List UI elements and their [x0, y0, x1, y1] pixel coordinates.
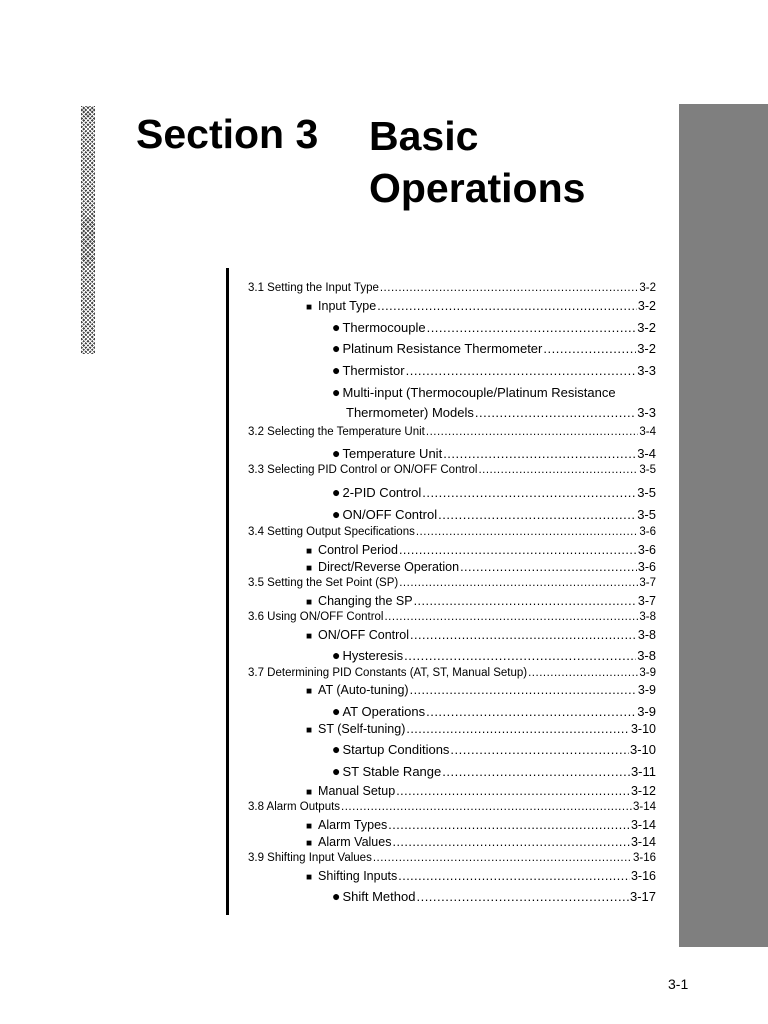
toc-leader-dots — [422, 485, 636, 500]
toc-entry-page: 3-7 — [637, 594, 656, 608]
toc-entry-label: Startup Conditions — [342, 742, 450, 757]
toc-leader-dots — [392, 835, 630, 849]
toc-leader-dots — [341, 801, 632, 813]
toc-leader-dots — [373, 852, 632, 864]
toc-entry-label: Alarm Types — [318, 818, 388, 832]
toc-entry-label: Alarm Values — [318, 835, 392, 849]
toc-entry[interactable] — [248, 667, 656, 679]
toc-entry[interactable] — [248, 577, 656, 589]
toc-entry-page: 3-2 — [637, 320, 656, 335]
toc-entry-page: 3-8 — [639, 611, 656, 623]
square-bullet-icon: ■ — [306, 872, 313, 883]
toc-entry-label: 2-PID Control — [342, 485, 422, 500]
section-number-heading: Section 3 — [136, 111, 319, 157]
toc-entry-label: ST (Self-tuning) — [318, 722, 406, 736]
toc-entry-page: 3-4 — [637, 446, 656, 461]
decorative-pattern-bar — [81, 106, 95, 354]
toc-leader-dots — [399, 543, 637, 557]
toc-entry[interactable] — [248, 852, 656, 864]
square-bullet-icon: ■ — [306, 302, 313, 313]
toc-entry[interactable] — [306, 594, 656, 608]
toc-entry-label: Thermometer) Models — [346, 405, 474, 420]
circle-bullet-icon: ● — [332, 647, 341, 663]
toc-leader-dots — [388, 818, 630, 832]
toc-entry-page: 3-8 — [637, 628, 656, 642]
toc-entry[interactable] — [332, 763, 656, 779]
toc-entry-label: Thermistor — [342, 363, 405, 378]
toc-leader-dots — [406, 363, 637, 378]
toc-entry[interactable] — [332, 506, 656, 522]
square-bullet-icon: ■ — [306, 546, 313, 557]
section-side-tab — [679, 104, 768, 947]
toc-leader-dots — [416, 889, 629, 904]
toc-entry-label: Direct/Reverse Operation — [318, 560, 460, 574]
square-bullet-icon: ■ — [306, 725, 313, 736]
circle-bullet-icon: ● — [332, 763, 341, 779]
circle-bullet-icon: ● — [332, 484, 341, 500]
toc-entry[interactable] — [306, 683, 656, 697]
toc-entry-page: 3-5 — [637, 485, 656, 500]
toc-entry-page: 3-3 — [637, 363, 656, 378]
toc-entry-label: ST Stable Range — [342, 764, 442, 779]
circle-bullet-icon: ● — [332, 384, 341, 400]
toc-entry-label: Platinum Resistance Thermometer — [342, 341, 543, 356]
toc-entry-page: 3-12 — [630, 784, 656, 798]
toc-entry[interactable] — [306, 560, 656, 574]
toc-entry-label: 3.9 Shifting Input Values — [248, 852, 372, 864]
square-bullet-icon: ■ — [306, 597, 313, 608]
toc-leader-dots — [443, 446, 636, 461]
toc-entry[interactable] — [248, 611, 656, 623]
toc-entry-label: AT Operations — [342, 704, 426, 719]
toc-leader-dots — [438, 507, 636, 522]
toc-entry-label: ON/OFF Control — [342, 507, 438, 522]
circle-bullet-icon: ● — [332, 888, 341, 904]
square-bullet-icon: ■ — [306, 838, 313, 849]
toc-entry-page: 3-5 — [639, 464, 656, 476]
toc-entry-page: 3-2 — [637, 341, 656, 356]
toc-entry-page: 3-16 — [630, 869, 656, 883]
toc-entry-page: 3-14 — [630, 818, 656, 832]
toc-entry-page: 3-6 — [637, 543, 656, 557]
toc-entry-label: Hysteresis — [342, 648, 404, 663]
toc-entry-page: 3-17 — [629, 889, 656, 904]
toc-entry-label: 3.7 Determining PID Constants (AT, ST, Manual Setup) — [248, 667, 528, 679]
toc-entry-page: 3-9 — [637, 683, 656, 697]
toc-entry-label: Shift Method — [342, 889, 416, 904]
toc-entry-label: 3.1 Setting the Input Type — [248, 282, 379, 294]
toc-entry-page: 3-10 — [629, 742, 656, 757]
circle-bullet-icon: ● — [332, 362, 341, 378]
toc-leader-dots — [416, 526, 639, 538]
circle-bullet-icon: ● — [332, 340, 341, 356]
toc-entry-page: 3-11 — [630, 764, 656, 779]
toc-entry-label: Temperature Unit — [342, 446, 443, 461]
toc-leader-dots — [404, 648, 636, 663]
toc-leader-dots — [406, 722, 630, 736]
toc-entry[interactable] — [346, 405, 656, 420]
page-number: 3-1 — [668, 976, 689, 992]
toc-entry-page: 3-6 — [637, 560, 656, 574]
toc-entry-page: 3-14 — [632, 801, 656, 813]
toc-entry[interactable] — [332, 384, 656, 400]
toc-leader-dots — [396, 784, 630, 798]
toc-entry-label: Changing the SP — [318, 594, 413, 608]
toc-entry-label: 3.4 Setting Output Specifications — [248, 526, 415, 538]
toc-entry[interactable] — [306, 869, 656, 883]
toc-leader-dots — [426, 426, 639, 438]
toc-leader-dots — [475, 405, 636, 420]
toc-vertical-rule — [226, 268, 229, 915]
toc-leader-dots — [450, 742, 629, 757]
toc-entry[interactable] — [248, 464, 656, 476]
toc-entry[interactable] — [248, 426, 656, 438]
toc-entry-label: 3.6 Using ON/OFF Control — [248, 611, 384, 623]
toc-leader-dots — [460, 560, 637, 574]
toc-entry-label: 3.5 Setting the Set Point (SP) — [248, 577, 399, 589]
toc-entry-page: 3-7 — [639, 577, 656, 589]
toc-leader-dots — [414, 594, 637, 608]
toc-leader-dots — [442, 764, 630, 779]
toc-entry[interactable] — [306, 722, 656, 736]
toc-leader-dots — [528, 667, 638, 679]
toc-entry[interactable] — [332, 319, 656, 335]
toc-entry-page: 3-2 — [639, 282, 656, 294]
square-bullet-icon: ■ — [306, 563, 313, 574]
toc-entry-label: ON/OFF Control — [318, 628, 410, 642]
toc-entry[interactable] — [306, 818, 656, 832]
toc-leader-dots — [380, 282, 639, 294]
toc-leader-dots — [426, 704, 636, 719]
toc-entry[interactable] — [306, 628, 656, 642]
toc-entry-page: 3-10 — [630, 722, 656, 736]
square-bullet-icon: ■ — [306, 787, 313, 798]
toc-leader-dots — [399, 577, 638, 589]
circle-bullet-icon: ● — [332, 741, 341, 757]
toc-entry[interactable] — [248, 282, 656, 294]
toc-leader-dots — [384, 611, 638, 623]
circle-bullet-icon: ● — [332, 445, 341, 461]
toc-entry-page: 3-4 — [639, 426, 656, 438]
toc-entry[interactable] — [248, 526, 656, 538]
toc-entry-label: Control Period — [318, 543, 398, 557]
toc-entry-page: 3-5 — [637, 507, 656, 522]
toc-entry[interactable] — [332, 484, 656, 500]
toc-entry-page: 3-9 — [637, 704, 656, 719]
toc-leader-dots — [543, 341, 636, 356]
toc-leader-dots — [410, 628, 637, 642]
toc-entry[interactable] — [332, 703, 656, 719]
toc-entry[interactable] — [332, 741, 656, 757]
toc-entry-label: Shifting Inputs — [318, 869, 398, 883]
toc-entry-label: Input Type — [318, 299, 377, 313]
toc-entry[interactable] — [332, 445, 656, 461]
circle-bullet-icon: ● — [332, 703, 341, 719]
toc-entry-label: Manual Setup — [318, 784, 396, 798]
toc-entry-label: 3.2 Selecting the Temperature Unit — [248, 426, 425, 438]
toc-leader-dots — [478, 464, 638, 476]
toc-entry-label: 3.3 Selecting PID Control or ON/OFF Control — [248, 464, 478, 476]
toc-entry-page: 3-8 — [637, 648, 656, 663]
toc-entry-page: 3-16 — [632, 852, 656, 864]
toc-entry-page: 3-3 — [637, 405, 656, 420]
toc-entry-label: 3.8 Alarm Outputs — [248, 801, 341, 813]
toc-entry-page: 3-9 — [639, 667, 656, 679]
toc-entry[interactable] — [306, 543, 656, 557]
toc-leader-dots — [427, 320, 637, 335]
toc-entry-label: Thermocouple — [342, 320, 426, 335]
circle-bullet-icon: ● — [332, 506, 341, 522]
toc-entry[interactable] — [306, 784, 656, 798]
square-bullet-icon: ■ — [306, 821, 313, 832]
toc-entry-label: Multi-input (Thermocouple/Platinum Resistance — [342, 385, 616, 400]
toc-entry[interactable] — [306, 835, 656, 849]
toc-entry-page: 3-2 — [637, 299, 656, 313]
toc-entry[interactable] — [306, 299, 656, 313]
toc-entry[interactable] — [248, 801, 656, 813]
toc-entry[interactable] — [332, 340, 656, 356]
toc-leader-dots — [377, 299, 637, 313]
toc-leader-dots — [398, 869, 630, 883]
toc-leader-dots — [410, 683, 637, 697]
toc-entry[interactable] — [332, 888, 656, 904]
toc-entry[interactable] — [332, 647, 656, 663]
toc-entry-page: 3-6 — [639, 526, 656, 538]
toc-entry-label: AT (Auto-tuning) — [318, 683, 409, 697]
circle-bullet-icon: ● — [332, 319, 341, 335]
section-title-heading: Basic Operations — [369, 113, 586, 211]
square-bullet-icon: ■ — [306, 686, 313, 697]
square-bullet-icon: ■ — [306, 631, 313, 642]
toc-entry[interactable] — [332, 362, 656, 378]
toc-entry-page: 3-14 — [630, 835, 656, 849]
